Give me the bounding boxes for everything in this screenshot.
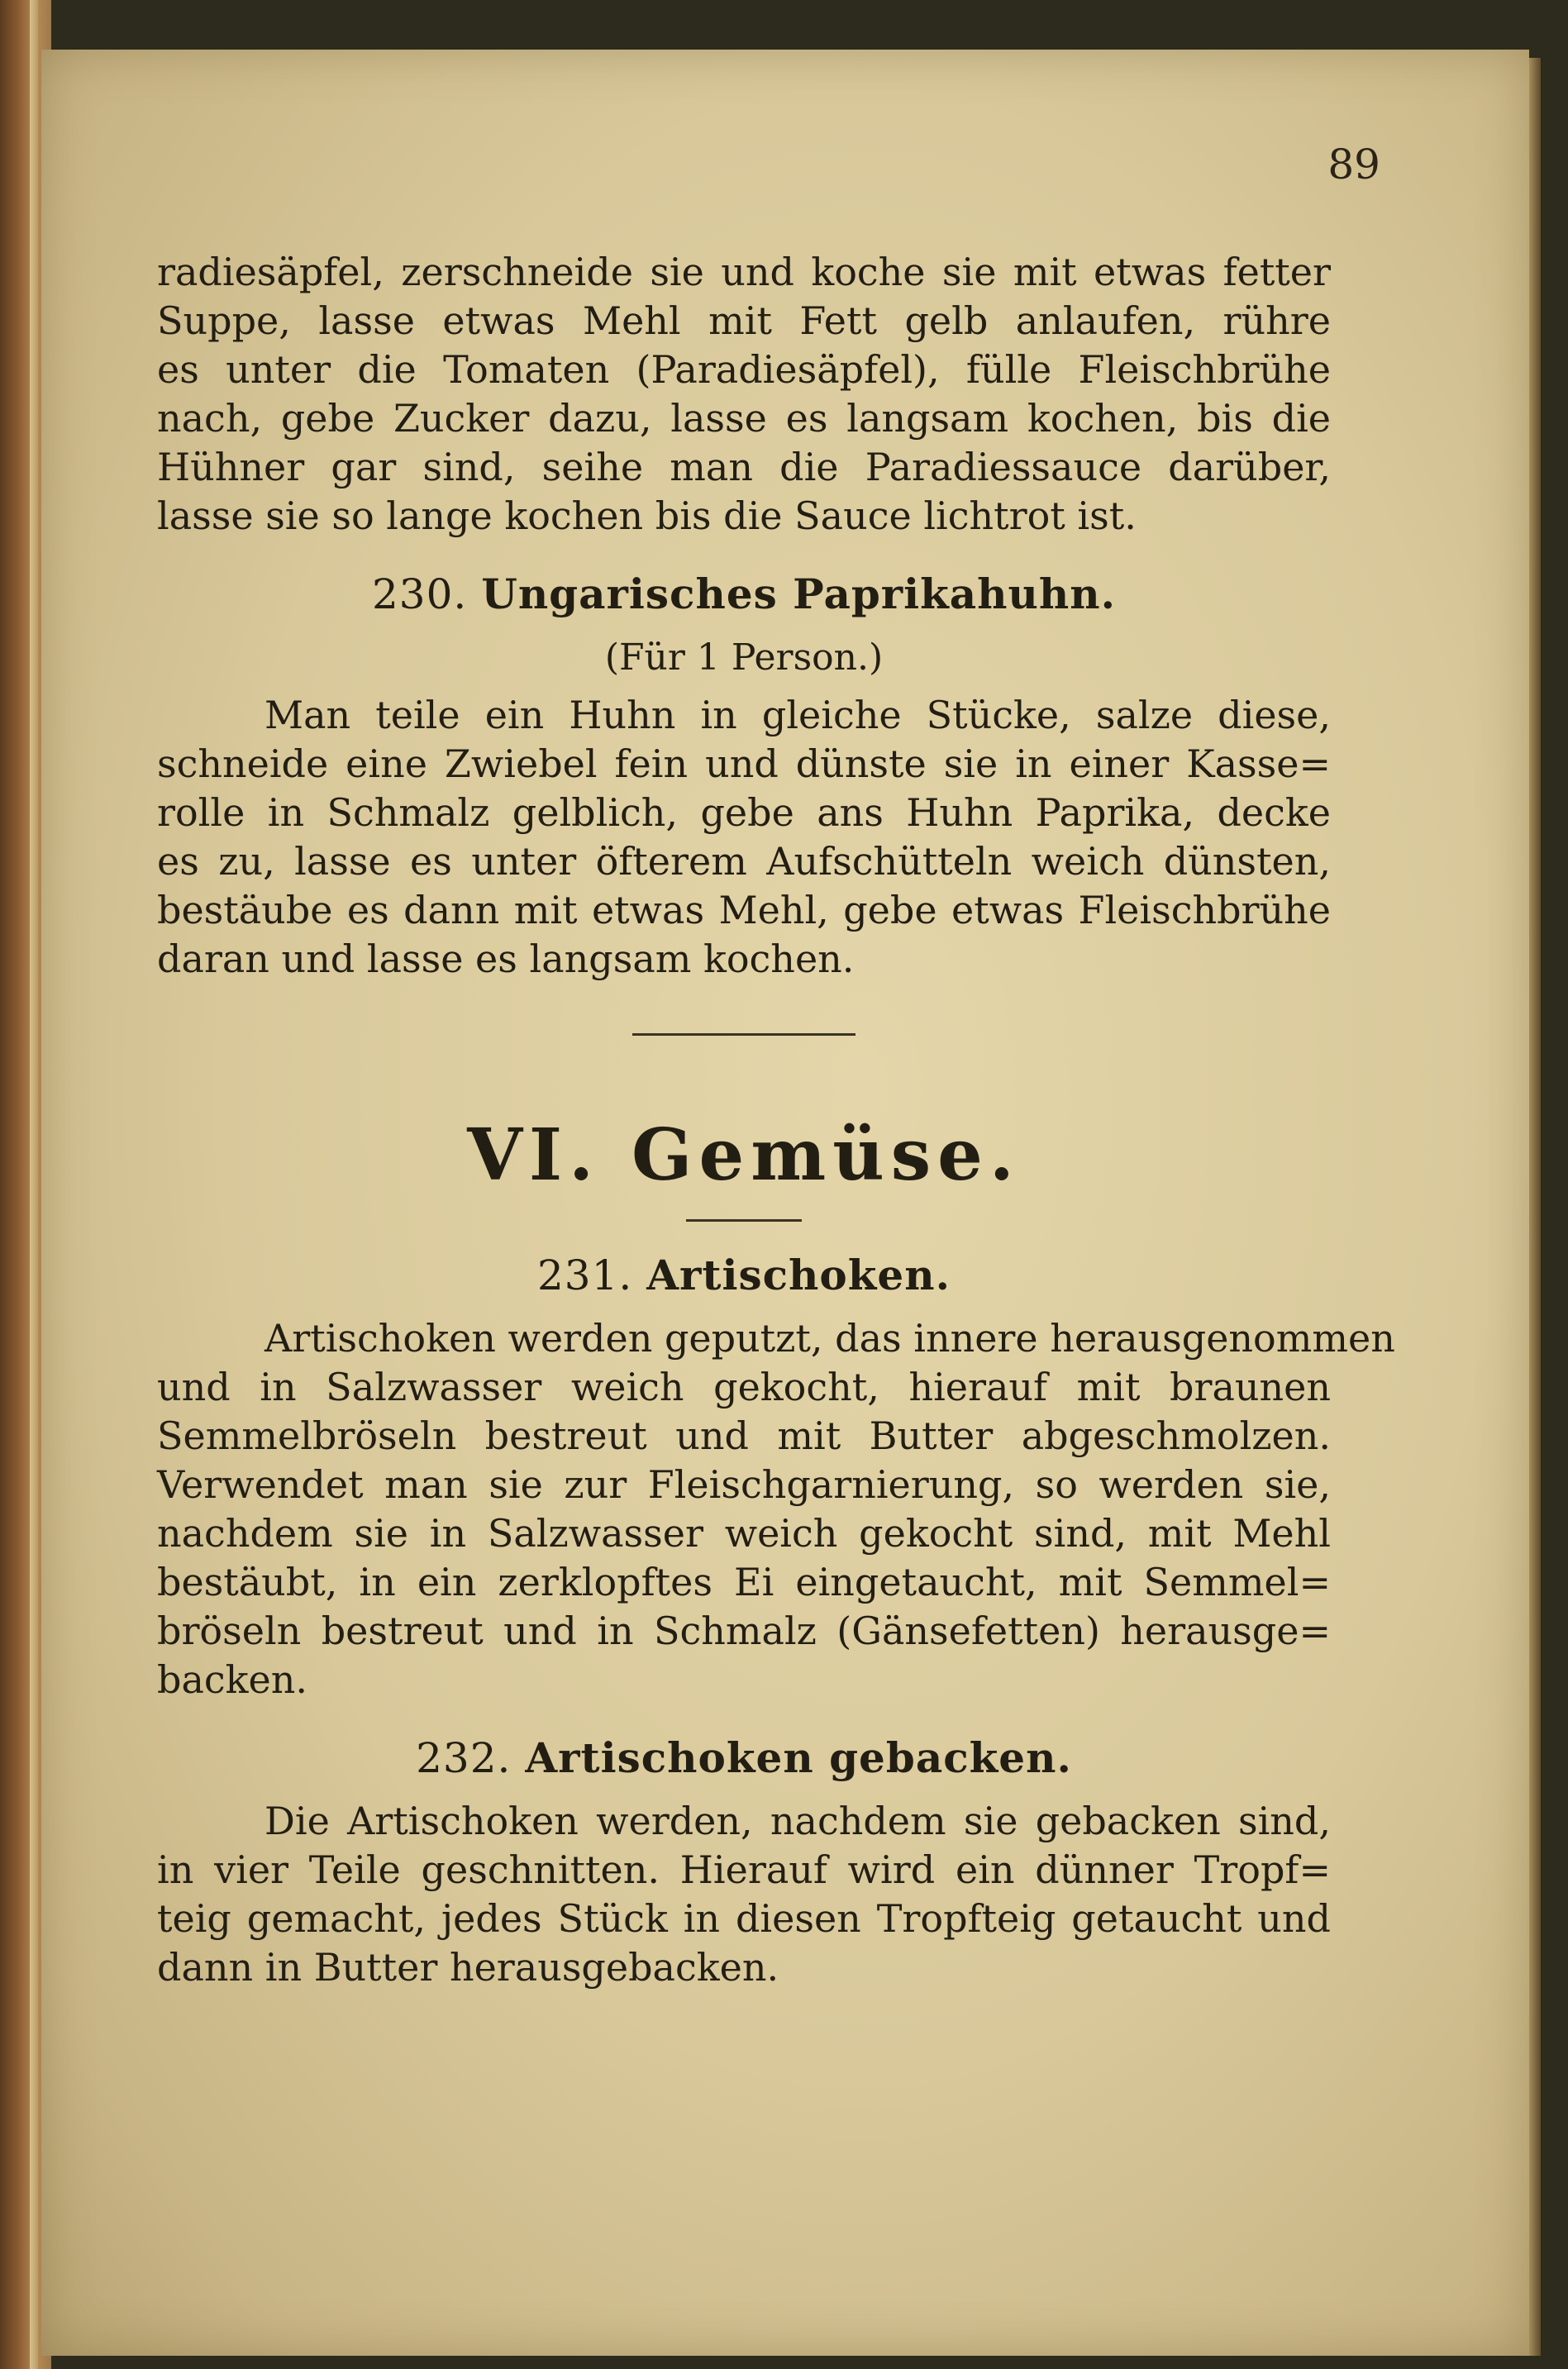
recipe-number: 232.	[416, 1734, 512, 1782]
text-line: es zu, lasse es unter öfterem Aufschütteln weich dünsten,	[157, 839, 1331, 884]
page-number: 89	[1327, 141, 1380, 188]
recipe-230-heading	[157, 565, 1331, 623]
recipe-231-paragraph	[157, 1314, 1395, 1704]
text-line: daran und lasse es langsam kochen.	[157, 937, 855, 981]
chapter-divider	[686, 1219, 802, 1222]
text-line: Verwendet man sie zur Fleischgarnierung, so werden sie,	[157, 1462, 1331, 1507]
text-line: bestäube es dann mit etwas Mehl, gebe etwas Fleischbrühe	[157, 888, 1331, 932]
recipe-serving: (Für 1 Person.)	[604, 636, 884, 679]
text-line: Hühner gar sind, seihe man die Paradiessauce darüber,	[157, 445, 1331, 489]
text-line: Die Artischoken werden, nachdem sie gebacken sind,	[265, 1799, 1331, 1843]
text-line: Artischoken werden geputzt, das innere herausgenommen	[265, 1316, 1395, 1361]
intro-paragraph	[157, 248, 1331, 541]
text-line: teig gemacht, jedes Stück in diesen Tropfteig getaucht und	[157, 1896, 1331, 1941]
text-line: schneide eine Zwiebel fein und dünste sie in einer Kasse=	[157, 741, 1331, 786]
recipe-title: Ungarisches Paprikahuhn.	[481, 570, 1116, 618]
text-line: und in Salzwasser weich gekocht, hierauf mit braunen	[157, 1365, 1331, 1409]
recipe-232-heading	[157, 1729, 1331, 1787]
recipe-230-paragraph	[157, 691, 1331, 984]
chapter-title: VI. Gemüse.	[467, 1113, 1021, 1197]
text-line: Man teile ein Huhn in gleiche Stücke, salze diese,	[265, 693, 1331, 737]
text-line: bestäubt, in ein zerklopftes Ei eingetaucht, mit Semmel=	[157, 1560, 1331, 1604]
text-line: nachdem sie in Salzwasser weich gekocht sind, mit Mehl	[157, 1511, 1331, 1556]
book-spine-edge	[30, 0, 38, 2369]
page-edge	[1529, 58, 1541, 2356]
text-line: es unter die Tomaten (Paradiesäpfel), fülle Fleischbrühe	[157, 347, 1331, 392]
recipe-232-paragraph	[157, 1797, 1331, 1992]
text-line: nach, gebe Zucker dazu, lasse es langsam kochen, bis die	[157, 396, 1331, 441]
recipe-231-heading	[157, 1246, 1331, 1304]
section-divider	[632, 1033, 855, 1036]
text-line: in vier Teile geschnitten. Hierauf wird ein dünner Tropf=	[157, 1847, 1331, 1892]
text-line: radiesäpfel, zerschneide sie und koche sie mit etwas fetter	[157, 250, 1331, 294]
recipe-number: 231.	[537, 1251, 633, 1299]
text-block	[157, 248, 1395, 1992]
recipe-title: Artischoken gebacken.	[525, 1733, 1072, 1782]
text-line: dann in Butter herausgebacken.	[157, 1945, 779, 1990]
recipe-number: 230.	[371, 570, 468, 618]
text-line: bröseln bestreut und in Schmalz (Gänsefetten) herausge=	[157, 1609, 1331, 1653]
text-line: Suppe, lasse etwas Mehl mit Fett gelb anlaufen, rühre	[157, 298, 1331, 343]
text-line: backen.	[157, 1657, 307, 1702]
recipe-title: Artischoken.	[646, 1251, 951, 1299]
text-line: rolle in Schmalz gelblich, gebe ans Huhn Paprika, decke	[157, 790, 1331, 835]
text-line: lasse sie so lange kochen bis die Sauce lichtrot ist.	[157, 493, 1137, 538]
text-line: Semmelbröseln bestreut und mit Butter abgeschmolzen.	[157, 1413, 1331, 1458]
